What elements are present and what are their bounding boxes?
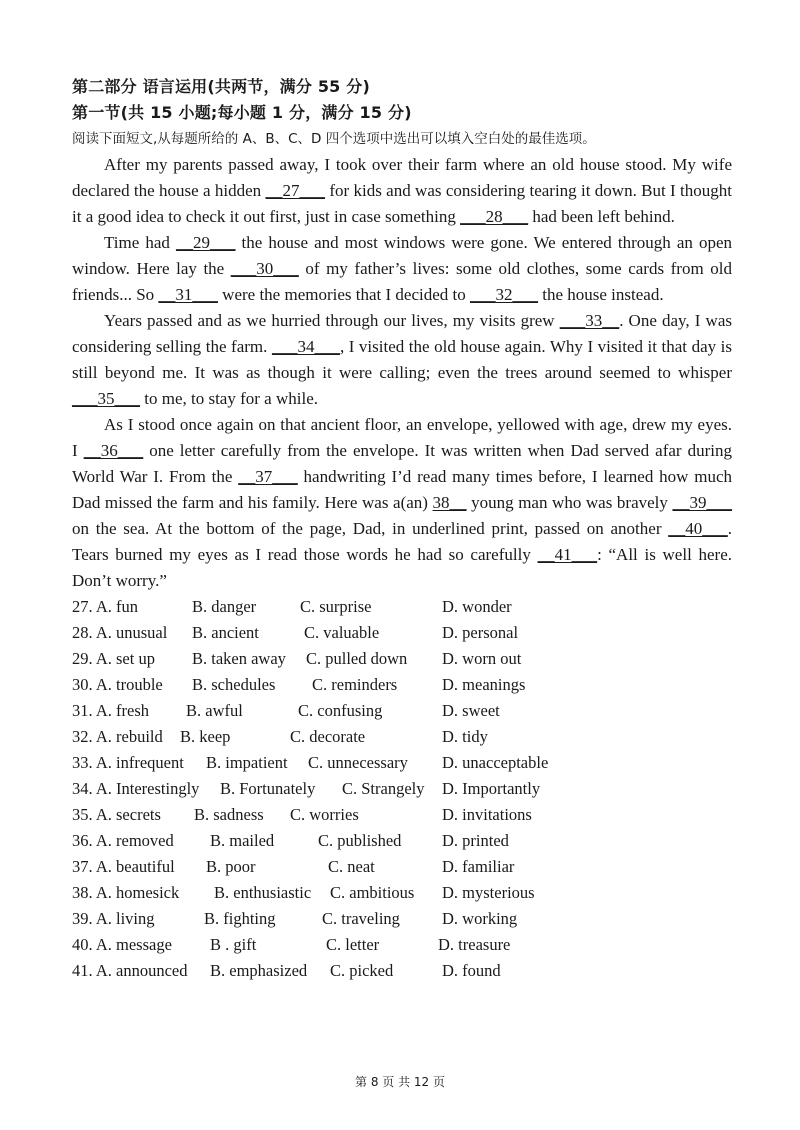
blank-32: ___32___	[470, 285, 538, 304]
option-row-34	[72, 776, 732, 802]
blank-41: __41___	[537, 545, 598, 564]
blank-37: __37___	[238, 467, 298, 486]
option-row-36	[72, 828, 732, 854]
paragraph-3	[72, 308, 732, 412]
option-d: D. wonder	[442, 597, 512, 616]
blank-40: __40___	[668, 519, 728, 538]
option-b: B. emphasized	[210, 961, 308, 980]
option-b: B. Fortunately	[220, 779, 316, 798]
option-c: C. ambitious	[330, 883, 415, 902]
option-a: 30. A. trouble	[72, 675, 163, 694]
blank-39: __39___	[672, 493, 732, 512]
option-row-37	[72, 854, 732, 880]
blank-30: ___30___	[230, 259, 299, 278]
text: the house instead.	[538, 285, 664, 304]
option-a: 35. A. secrets	[72, 805, 161, 824]
option-b: B. poor	[206, 857, 256, 876]
option-row-40	[72, 932, 732, 958]
option-b: B. taken away	[192, 649, 286, 668]
option-c: C. valuable	[304, 623, 380, 642]
text: handwriting I’d read many times before, I learned how much Dad missed the farm and his family. Here was a(an)	[72, 467, 733, 512]
option-row-33	[72, 750, 732, 776]
blank-28: ___28___	[460, 207, 529, 226]
paragraph-1	[72, 152, 732, 230]
option-c: C. surprise	[300, 597, 372, 616]
cloze-passage	[72, 152, 732, 594]
option-b: B. enthusiastic	[214, 883, 312, 902]
option-a: 39. A. living	[72, 909, 155, 928]
text: had been left behind.	[528, 207, 675, 226]
option-d: D. treasure	[438, 935, 511, 954]
option-row-35	[72, 802, 732, 828]
paragraph-2	[72, 230, 732, 308]
option-a: 29. A. set up	[72, 649, 155, 668]
option-c: C. Strangely	[342, 779, 425, 798]
option-c: C. letter	[326, 935, 380, 954]
option-a: 36. A. removed	[72, 831, 174, 850]
option-row-38	[72, 880, 732, 906]
part-title: 第二部分 语言运用(共两节，满分 55 分)	[72, 77, 371, 96]
instruction-text: 阅读下面短文,从每题所给的 A、B、C、D 四个选项中选出可以填入空白处的最佳选项。	[72, 131, 596, 147]
section-title: 第一节(共 15 小题;每小题 1 分，满分 15 分)	[72, 103, 412, 122]
option-b: B. danger	[192, 597, 257, 616]
option-a: 40. A. message	[72, 935, 172, 954]
option-row-41	[72, 958, 732, 984]
option-d: D. mysterious	[442, 883, 535, 902]
option-b: B. mailed	[210, 831, 275, 850]
option-a: 41. A. announced	[72, 961, 188, 980]
option-b: B. keep	[180, 727, 231, 746]
option-c: C. worries	[290, 805, 359, 824]
option-c: C. decorate	[290, 727, 366, 746]
option-row-29	[72, 646, 732, 672]
option-c: C. picked	[330, 961, 394, 980]
option-d: D. personal	[442, 623, 519, 642]
option-row-30	[72, 672, 732, 698]
text: After my parents passed away, I took over their farm where an old house stood. My wife declared the house a hidden	[72, 155, 732, 200]
option-c: C. traveling	[322, 909, 400, 928]
blank-33: ___33__	[559, 311, 620, 330]
text: Years passed and as we hurried through our lives, my visits grew	[104, 311, 560, 330]
option-d: D. printed	[442, 831, 509, 850]
page-number: 第 8 页 共 12 页	[355, 1075, 445, 1089]
option-c: C. reminders	[312, 675, 398, 694]
option-b: B. impatient	[206, 753, 288, 772]
exam-page	[72, 74, 732, 984]
option-d: D. found	[442, 961, 501, 980]
text: for kids and was considering tearing it down. But I thought it a good idea to check it out first, just in case something	[72, 181, 732, 226]
paragraph-4	[72, 412, 732, 594]
option-a: 38. A. homesick	[72, 883, 180, 902]
option-row-28	[72, 620, 732, 646]
text: Time had	[104, 233, 176, 252]
text: were the memories that I decided to	[217, 285, 470, 304]
blank-27: __27___	[265, 181, 325, 200]
option-c: C. published	[318, 831, 402, 850]
option-c: C. pulled down	[306, 649, 408, 668]
text: young man who was bravely	[466, 493, 673, 512]
option-d: D. worn out	[442, 649, 522, 668]
option-b: B. ancient	[192, 623, 259, 642]
option-d: D. familiar	[442, 857, 515, 876]
option-d: D. meanings	[442, 675, 526, 694]
text: . One day, I was considering selling the farm.	[72, 311, 732, 356]
option-d: D. Importantly	[442, 779, 541, 798]
option-b: B. awful	[186, 701, 243, 720]
option-d: D. unacceptable	[442, 753, 549, 772]
option-row-31	[72, 698, 732, 724]
text: of my father’s lives: some old clothes, some cards from old friends... So	[72, 259, 732, 304]
option-b: B. fighting	[204, 909, 276, 928]
text: : “All is well here. Don’t worry.”	[72, 545, 733, 590]
option-d: D. sweet	[442, 701, 500, 720]
blank-38: 38__	[432, 493, 467, 512]
option-a: 28. A. unusual	[72, 623, 168, 642]
option-c: C. neat	[328, 857, 375, 876]
option-a: 32. A. rebuild	[72, 727, 163, 746]
option-a: 31. A. fresh	[72, 701, 149, 720]
text: the house and most windows were gone. We entered through an open window. Here lay the	[72, 233, 732, 278]
text: . Tears burned my eyes as I read those words he had so carefully	[72, 519, 732, 564]
option-a: 27. A. fun	[72, 597, 138, 616]
option-a: 37. A. beautiful	[72, 857, 175, 876]
option-row-32	[72, 724, 732, 750]
option-d: D. invitations	[442, 805, 532, 824]
text: , I visited the old house again. Why I visited it that day is still beyond me. It was as though it were calling; even the trees around seemed to whisper	[72, 337, 732, 382]
option-b: B. sadness	[194, 805, 264, 824]
option-c: C. confusing	[298, 701, 383, 720]
option-b: B . gift	[210, 935, 257, 954]
option-d: D. tidy	[442, 727, 488, 746]
text: to me, to stay for a while.	[140, 389, 318, 408]
blank-29: __29___	[175, 233, 236, 252]
option-d: D. working	[442, 909, 518, 928]
text: one letter carefully from the envelope. It was written when Dad served afar during World War I. From the	[72, 441, 732, 486]
option-a: 33. A. infrequent	[72, 753, 184, 772]
blank-31: __31___	[158, 285, 218, 304]
blank-36: __36___	[83, 441, 144, 460]
blank-35: ___35___	[72, 389, 140, 408]
option-row-39	[72, 906, 732, 932]
option-b: B. schedules	[192, 675, 276, 694]
text: As I stood once again on that ancient floor, an envelope, yellowed with age, drew my eyes. I	[72, 415, 732, 460]
blank-34: ___34___	[271, 337, 340, 356]
option-a: 34. A. Interestingly	[72, 779, 200, 798]
options-list	[72, 594, 732, 984]
option-c: C. unnecessary	[308, 753, 408, 772]
text: on the sea. At the bottom of the page, Dad, in underlined print, passed on another	[72, 519, 669, 538]
option-row-27	[72, 594, 732, 620]
